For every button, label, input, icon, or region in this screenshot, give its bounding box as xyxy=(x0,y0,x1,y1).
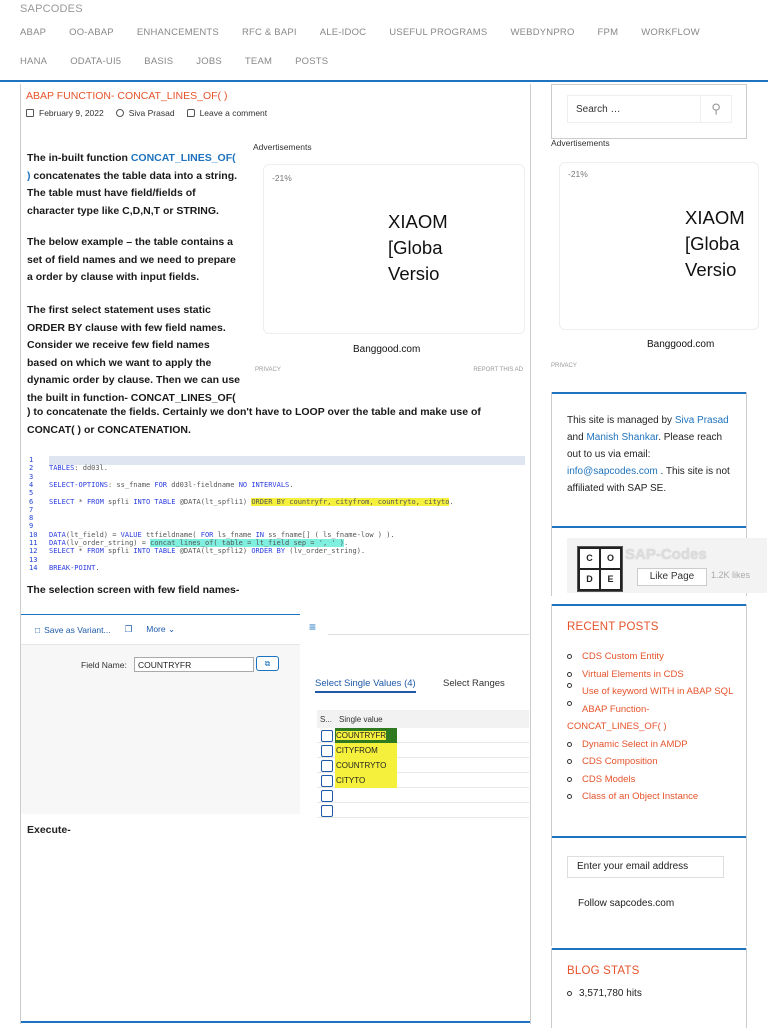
about-text-2: and xyxy=(567,432,587,443)
col-s: S... xyxy=(320,715,333,724)
selection-screen-screenshot xyxy=(21,614,529,814)
nav-item[interactable]: POSTS xyxy=(295,56,329,67)
post-title[interactable]: ABAP FUNCTION- CONCAT_LINES_OF( ) xyxy=(26,90,228,102)
ad-privacy[interactable]: PRIVACY xyxy=(551,363,577,369)
nav-item[interactable]: JOBS xyxy=(196,56,222,67)
code-token: spfli xyxy=(103,497,134,506)
code-token: INTO TABLE xyxy=(133,547,176,556)
single-values-header xyxy=(317,710,529,728)
menu-icon[interactable]: ≡ xyxy=(309,620,317,634)
ad-line-1: XIAOM xyxy=(388,211,448,232)
nav-item[interactable]: OO-ABAP xyxy=(69,27,114,38)
single-value-cell[interactable] xyxy=(335,758,397,773)
paragraph-2: The below example – the table contains a set of field names and we need to prepare a order by clause with input fields. xyxy=(27,236,236,283)
code-token: (lv_order_string). xyxy=(285,547,366,556)
single-value-cell[interactable] xyxy=(335,743,397,758)
more-label: More xyxy=(146,624,166,634)
code-line-number: 3 xyxy=(29,472,34,481)
nav-item[interactable]: ENHANCEMENTS xyxy=(136,27,219,38)
bullet-icon xyxy=(567,654,572,659)
code-token: @DATA(lt_spfli2) xyxy=(175,547,252,556)
single-value-row[interactable] xyxy=(317,788,529,803)
multiple-selection-button[interactable]: ⧉ xyxy=(256,656,279,671)
field-name-label: Field Name: xyxy=(81,660,127,670)
leave-comment-link[interactable]: Leave a comment xyxy=(199,108,268,118)
code-token: ls_fname xyxy=(213,530,256,539)
sapcodes-logo xyxy=(577,546,623,592)
code-token: DATA xyxy=(49,530,66,539)
col-single-value: Single value xyxy=(339,715,383,724)
nav-item[interactable]: ABAP xyxy=(20,27,47,38)
logo-letter: E xyxy=(601,570,620,589)
tab-select-single-values[interactable]: Select Single Values (4) xyxy=(315,678,416,693)
blog-stats-title: BLOG STATS xyxy=(567,965,640,977)
ad-discount: -21% xyxy=(272,173,292,183)
recent-post-link[interactable]: CDS Custom Entity xyxy=(582,651,664,662)
single-value-text: CITYFROM xyxy=(336,746,378,755)
divider xyxy=(328,634,529,635)
post-meta xyxy=(26,108,272,118)
ad-line-3: Versio xyxy=(685,259,737,280)
user-icon xyxy=(116,109,124,117)
p1-text-2: concatenates the table data into a string. The table must have field/fields of character type like C,D,N,T or STRING. xyxy=(27,169,238,217)
hits-count xyxy=(567,988,642,999)
divider xyxy=(552,526,746,528)
nav-item[interactable]: FPM xyxy=(597,27,619,38)
recent-post-link[interactable]: Class of an Object Instance xyxy=(582,791,699,802)
bullet-icon xyxy=(567,683,572,688)
ad-privacy[interactable]: PRIVACY xyxy=(255,367,281,373)
single-value-text: CITYTO xyxy=(336,776,366,785)
ad-label: Advertisements xyxy=(253,142,312,152)
ad-discount: -21% xyxy=(568,169,588,179)
single-value-cell[interactable] xyxy=(335,728,397,743)
code-token: spfli xyxy=(103,547,134,556)
recent-post-link[interactable]: Dynamic Select in AMDP xyxy=(582,738,688,750)
code-line-number: 12 xyxy=(29,547,38,556)
code-token: ss_fname[] ( ls_fname-low ) ). xyxy=(264,530,395,539)
ad-report[interactable]: REPORT THIS AD xyxy=(473,367,523,373)
single-value-cell[interactable] xyxy=(335,773,397,788)
recent-posts-title: RECENT POSTS xyxy=(567,621,659,633)
more-button[interactable]: More ⌄ xyxy=(146,624,176,634)
code-token: SELECT xyxy=(49,497,75,506)
concat-lines-of-link-close[interactable]: ) xyxy=(27,169,31,182)
recent-post-link[interactable]: CDS Models xyxy=(582,773,636,785)
copy-icon[interactable]: ❐ xyxy=(124,624,133,634)
logo-letter: D xyxy=(580,570,599,589)
logo-letter: O xyxy=(601,549,620,568)
code-current-line xyxy=(49,456,525,465)
divider xyxy=(552,604,746,606)
ad-line-3: Versio xyxy=(388,263,440,284)
recent-post-item[interactable] xyxy=(567,683,737,701)
ad-headline xyxy=(388,209,448,287)
bullet-icon xyxy=(567,701,572,706)
code-line xyxy=(49,547,365,555)
code-token: (lt_field) = xyxy=(65,530,121,539)
row-checkbox[interactable] xyxy=(321,745,333,757)
about-text-1: This site is managed by xyxy=(567,415,675,426)
divider xyxy=(21,1021,531,1023)
facebook-page-name[interactable]: SAP-Codes xyxy=(625,546,707,563)
recent-post-item[interactable] xyxy=(567,788,737,806)
main-nav xyxy=(0,18,768,82)
bullet-icon xyxy=(567,759,572,764)
selection-screen xyxy=(21,614,300,814)
recent-posts-widget xyxy=(551,604,747,836)
post-author[interactable]: Siva Prasad xyxy=(128,108,175,118)
about-text-4: . This site is not affiliated with SAP SE. xyxy=(567,466,730,494)
nav-item[interactable]: WORKFLOW xyxy=(641,27,700,38)
code-line xyxy=(49,531,395,539)
like-page-button[interactable]: Like Page xyxy=(637,568,707,586)
code-token: INTO TABLE xyxy=(133,497,176,506)
single-value-row[interactable] xyxy=(317,773,529,788)
code-token: VALUE xyxy=(120,530,142,539)
bullet-icon xyxy=(567,991,572,996)
code-token: ttfieldname( xyxy=(141,530,201,539)
row-checkbox[interactable] xyxy=(321,805,333,817)
code-token: . xyxy=(449,497,454,506)
email-subscribe-widget xyxy=(551,836,747,946)
code-line-number: 13 xyxy=(29,555,38,564)
nav-item[interactable]: WEBDYNPRO xyxy=(510,27,575,38)
recent-post-item[interactable] xyxy=(567,753,737,771)
code-token: ORDER BY countryfr, cityfrom, countryto, cityto xyxy=(251,497,450,506)
bullet-icon xyxy=(567,794,572,799)
recent-post-link[interactable]: Use of keyword WITH in ABAP SQL xyxy=(582,686,734,697)
code-token: : dd03l. xyxy=(74,464,109,473)
code-token: BREAK-POINT xyxy=(49,563,96,572)
code-token: @DATA(lt_spfli1) xyxy=(175,497,252,506)
code-line-number: 1 xyxy=(29,456,34,464)
recent-post-item[interactable] xyxy=(567,736,737,754)
search-icon[interactable]: ⚲ xyxy=(701,95,732,123)
code-token: FOR xyxy=(154,480,168,489)
row-checkbox[interactable] xyxy=(321,760,333,772)
sidebar xyxy=(551,84,768,1024)
selection-toolbar xyxy=(21,615,300,645)
paragraph-3: The first select statement uses static ORDER BY clause with few field names. Consider we receive few field names based on which we want to apply the dynamic order by clause. Then we can use the built in function- CONCAT_LINES_OF( xyxy=(27,304,240,404)
code-token: TABLES xyxy=(49,464,75,473)
code-line-number: 11 xyxy=(29,539,38,547)
facebook-page-card[interactable] xyxy=(567,538,767,593)
email-input[interactable]: Enter your email address xyxy=(567,856,724,878)
ad-line-1: XIAOM xyxy=(685,207,745,228)
code-line xyxy=(49,539,348,547)
multiple-selection-dialog xyxy=(300,614,529,814)
like-count: 1.2K likes xyxy=(711,570,751,580)
divider xyxy=(552,948,746,950)
code-token: . xyxy=(344,539,349,547)
execute-text: Execute- xyxy=(27,824,71,836)
code-line xyxy=(49,481,293,489)
code-token: SELECT-OPTIONS xyxy=(49,480,109,489)
code-line-number: 7 xyxy=(29,505,34,514)
ad-card[interactable] xyxy=(559,162,759,330)
code-token: FOR xyxy=(200,530,214,539)
code-line-number: 5 xyxy=(29,489,34,498)
advertisement xyxy=(253,142,523,377)
nav-item[interactable]: BASIS xyxy=(144,56,174,67)
search-widget xyxy=(551,84,747,139)
recent-post-link[interactable]: ABAP Function- CONCAT_LINES_OF( ) xyxy=(567,703,667,732)
code-line-number: 9 xyxy=(29,522,34,531)
blog-stats-widget xyxy=(551,948,747,1028)
row-checkbox[interactable] xyxy=(321,730,333,742)
code-line-number: 10 xyxy=(29,530,38,539)
code-line-number: 8 xyxy=(29,514,34,523)
nav-row-1 xyxy=(20,27,723,38)
manish-shankar-link[interactable]: Manish Shankar xyxy=(586,432,659,443)
hits-value: 3,571,780 hits xyxy=(579,988,642,999)
code-token: DATA xyxy=(49,539,66,547)
nav-row-2 xyxy=(20,56,351,67)
concat-lines-of-link[interactable]: CONCAT_LINES_OF( xyxy=(130,152,236,164)
divider xyxy=(552,392,746,394)
siva-prasad-link[interactable]: Siva Prasad xyxy=(674,415,729,426)
recent-posts-list xyxy=(567,648,737,806)
recent-post-link[interactable]: Virtual Elements in CDS xyxy=(582,668,684,680)
code-token: FROM xyxy=(86,547,104,556)
ad-line-2: [Globa xyxy=(388,237,443,258)
row-checkbox[interactable] xyxy=(321,790,333,802)
recent-post-item[interactable] xyxy=(567,701,737,736)
code-token: (lv_order_string) = xyxy=(65,539,151,547)
code-token: * xyxy=(74,497,87,506)
code-token: : ss_fname xyxy=(108,480,155,489)
code-line-number: 6 xyxy=(29,497,34,506)
code-token: NO INTERVALS xyxy=(238,480,290,489)
follow-button[interactable]: Follow sapcodes.com xyxy=(578,898,675,909)
single-value-text: COUNTRYFR xyxy=(336,731,387,740)
ad-line-2: [Globa xyxy=(685,233,740,254)
paragraph-3b: ) to concatenate the fields. Certainly we don't have to LOOP over the table and make use of CONCAT( ) or CONCATENATION. xyxy=(27,406,481,436)
article xyxy=(20,84,531,1024)
single-value-row[interactable] xyxy=(317,728,529,743)
code-line-number: 4 xyxy=(29,480,34,489)
nav-item[interactable]: USEFUL PROGRAMS xyxy=(389,27,488,38)
code-snippet xyxy=(25,452,525,572)
single-value-row[interactable] xyxy=(317,758,529,773)
code-token: ORDER BY xyxy=(251,547,286,556)
ad-brand[interactable]: Banggood.com xyxy=(353,344,421,355)
nav-item[interactable]: TEAM xyxy=(244,56,273,67)
single-value-row[interactable] xyxy=(317,803,529,818)
tab-select-ranges[interactable]: Select Ranges xyxy=(443,678,505,689)
divider xyxy=(552,836,746,838)
nav-item[interactable]: HANA xyxy=(20,56,48,67)
recent-post-item[interactable] xyxy=(567,648,737,666)
facebook-widget xyxy=(551,526,751,596)
comment-icon xyxy=(187,109,195,117)
p1-text: The in-built function xyxy=(27,152,131,164)
logo-letter: C xyxy=(580,549,599,568)
ad-label: Advertisements xyxy=(551,138,610,148)
bullet-icon xyxy=(567,742,572,747)
code-line-number: 14 xyxy=(29,563,38,572)
about-text xyxy=(567,412,737,497)
code-token: . xyxy=(289,480,294,489)
save-variant-button[interactable]: Save as Variant... xyxy=(44,624,111,635)
code-line xyxy=(49,498,454,506)
field-name-input[interactable]: COUNTRYFR xyxy=(134,657,254,672)
code-token: dd03l-fieldname xyxy=(167,480,239,489)
code-token: . xyxy=(95,563,100,572)
ad-card[interactable] xyxy=(263,164,525,334)
recent-post-item[interactable] xyxy=(567,771,737,789)
bullet-icon xyxy=(567,672,572,677)
ad-headline xyxy=(685,205,745,283)
code-line-number: 2 xyxy=(29,464,34,473)
email-link[interactable]: info@sapcodes.com xyxy=(567,466,658,477)
post-date[interactable]: February 9, 2022 xyxy=(39,108,104,118)
nav-item[interactable]: RFC & BAPI xyxy=(241,27,297,38)
code-token: concat_lines_of( table = lt_field sep = ', ' ) xyxy=(150,539,345,547)
about-widget xyxy=(551,392,747,527)
single-value-text: COUNTRYTO xyxy=(336,761,387,770)
code-token: FROM xyxy=(86,497,104,506)
code-token: * xyxy=(74,547,87,556)
paragraph-1 xyxy=(27,150,240,220)
nav-item[interactable]: ODATA-UI5 xyxy=(70,56,122,67)
single-value-row[interactable] xyxy=(317,743,529,758)
recent-post-item[interactable] xyxy=(567,666,737,684)
calendar-icon xyxy=(26,109,34,117)
code-token: IN xyxy=(255,530,264,539)
save-icon[interactable]: □ xyxy=(35,624,41,635)
site-title[interactable]: SAPCODES xyxy=(20,3,83,15)
recent-post-link[interactable]: CDS Composition xyxy=(582,756,658,767)
code-token: SELECT xyxy=(49,547,75,556)
paragraph-4: The selection screen with few field names- xyxy=(27,584,240,596)
code-line xyxy=(49,464,108,472)
ad-brand[interactable]: Banggood.com xyxy=(647,339,715,350)
row-checkbox[interactable] xyxy=(321,775,333,787)
code-line xyxy=(49,564,100,572)
nav-item[interactable]: ALE-IDOC xyxy=(319,27,367,38)
bullet-icon xyxy=(567,777,572,782)
about-text-3: . Please reach out to us via email: xyxy=(567,432,723,460)
search-input[interactable]: Search … xyxy=(567,95,701,123)
